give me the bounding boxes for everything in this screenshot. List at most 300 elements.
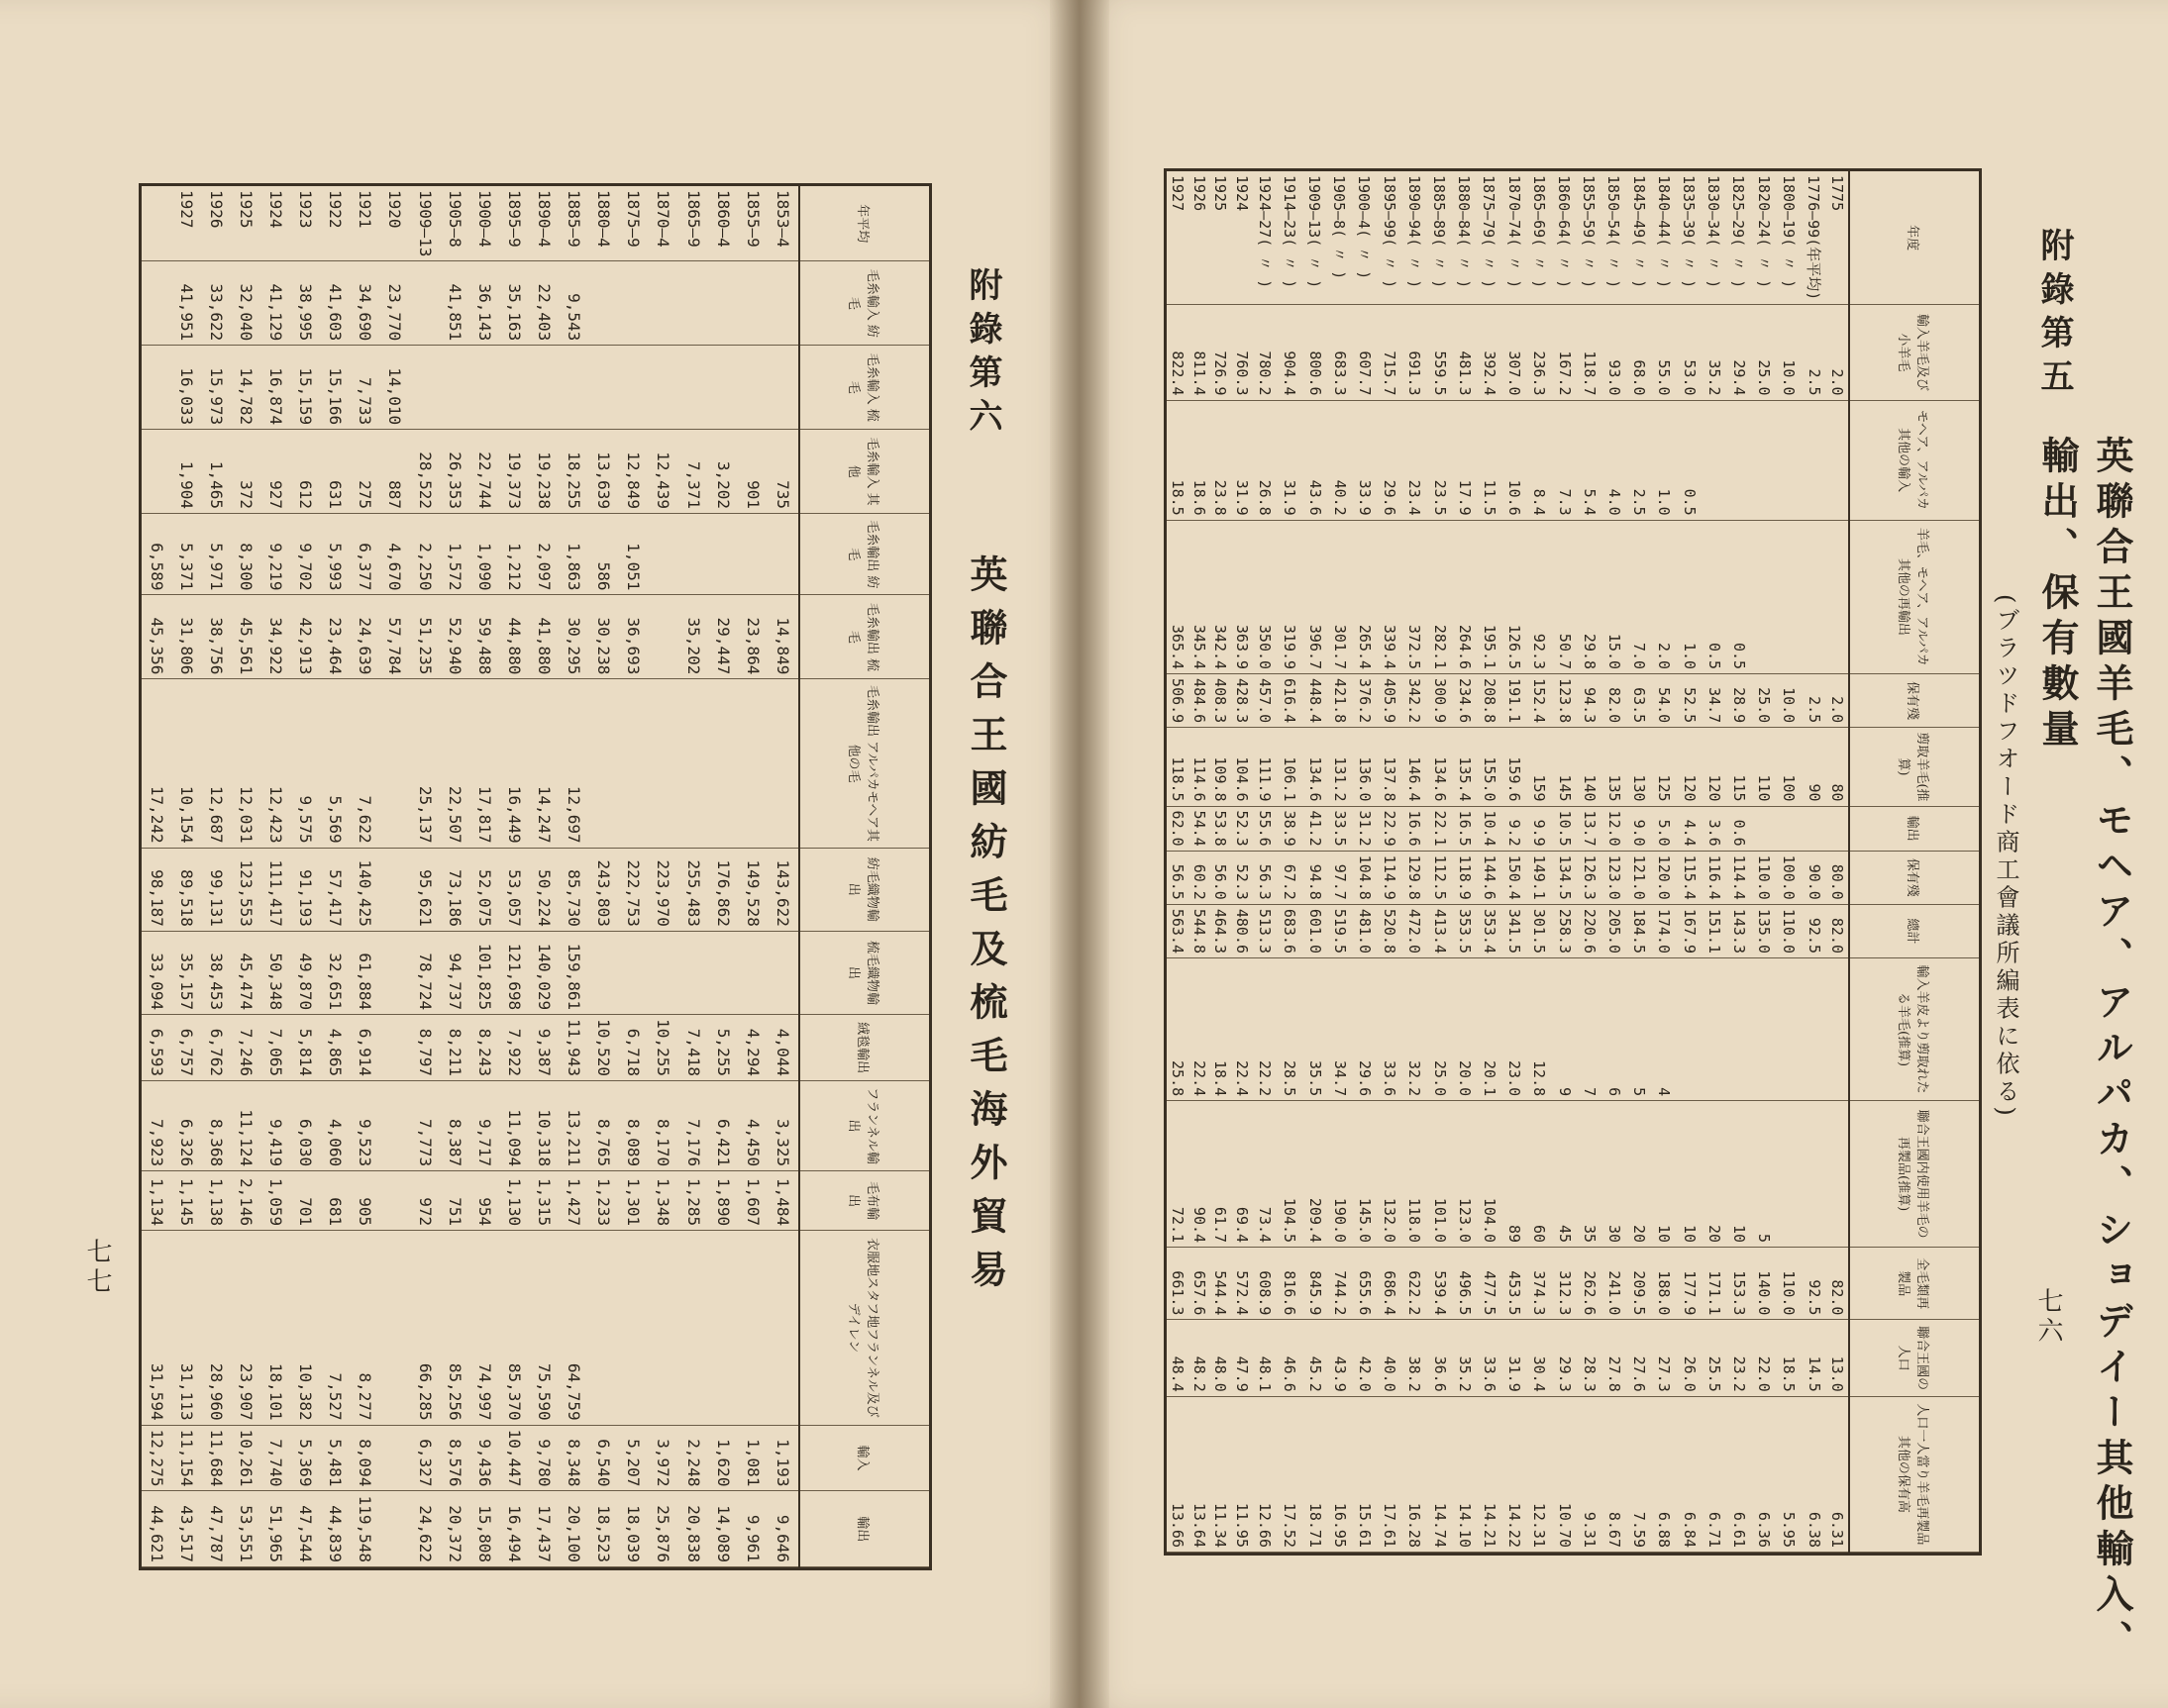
table-cell: 1860—4 — [708, 186, 738, 261]
table-cell: 408.3 — [1209, 674, 1231, 728]
table-cell: 811.4 — [1188, 305, 1210, 400]
column-header: 總計 — [1849, 904, 1979, 957]
table-cell: 7,065 — [260, 1015, 290, 1081]
table-cell: 1,904 — [171, 430, 201, 514]
table-cell: 1860—64( 〃 ) — [1552, 171, 1577, 305]
table-cell: 119,548 — [351, 1491, 380, 1567]
table-cell: 92.5 — [1802, 904, 1826, 957]
table-cell: 1865—69( 〃 ) — [1527, 171, 1552, 305]
table-row — [499, 186, 529, 1567]
table-cell: 49,870 — [291, 931, 321, 1014]
table-row — [560, 186, 589, 1567]
table-cell: 6.71 — [1702, 1396, 1726, 1552]
table-cell: 1927 — [171, 186, 201, 261]
table-cell: 0.5 — [1726, 520, 1751, 673]
table-cell — [619, 261, 649, 346]
table-cell: 29.8 — [1577, 520, 1601, 673]
table-cell: 16,033 — [171, 346, 201, 430]
table-cell: 1,051 — [619, 514, 649, 595]
table-cell: 2.0 — [1826, 674, 1849, 728]
table-cell: 342.4 — [1209, 520, 1231, 673]
table-cell: 35.2 — [1702, 305, 1726, 400]
table-cell: 3,202 — [708, 430, 738, 514]
table-cell: 33.6 — [1378, 957, 1402, 1100]
table-cell: 1820—24( 〃 ) — [1752, 171, 1777, 305]
table-row — [1378, 171, 1402, 1553]
table-cell: 95,621 — [410, 848, 440, 931]
table-cell: 1835—39( 〃 ) — [1677, 171, 1702, 305]
table-cell: 31.2 — [1352, 806, 1377, 851]
table-cell: 18.6 — [1188, 400, 1210, 520]
table-cell: 751 — [440, 1171, 469, 1231]
table-cell — [708, 1231, 738, 1426]
table-cell: 513.3 — [1253, 904, 1278, 957]
table-cell: 622.2 — [1402, 1248, 1427, 1320]
table-cell: 1775 — [1826, 171, 1849, 305]
table-cell: 14,782 — [231, 346, 260, 430]
table-cell: 1927 — [1167, 171, 1188, 305]
table-cell — [1802, 1101, 1826, 1248]
table-cell: 6,757 — [171, 1015, 201, 1081]
table-cell: 32.2 — [1402, 957, 1427, 1100]
table-row — [1302, 171, 1327, 1553]
table-cell: 301.5 — [1527, 904, 1552, 957]
table-cell: 44,880 — [499, 595, 529, 679]
column-header: 聯合王國内使用羊毛の再製品(推算) — [1849, 1101, 1979, 1248]
table-cell: 1875—9 — [619, 186, 649, 261]
table-row — [1577, 171, 1601, 1553]
table-cell: 10 — [1726, 1101, 1751, 1248]
table-cell: 45,474 — [231, 931, 260, 1014]
column-header: 剪取羊毛(推算) — [1849, 728, 1979, 806]
table-cell: 97.7 — [1327, 851, 1352, 904]
table-cell: 42,913 — [291, 595, 321, 679]
table-cell: 44,839 — [321, 1491, 351, 1567]
table-cell: 18,523 — [589, 1491, 619, 1567]
table-cell: 5,481 — [321, 1425, 351, 1491]
table-cell: 143.3 — [1726, 904, 1751, 957]
table-cell: 25,876 — [649, 1491, 678, 1567]
table-cell: 457.0 — [1253, 674, 1278, 728]
table-cell: 41,951 — [171, 261, 201, 346]
table-cell: 27.6 — [1627, 1320, 1652, 1396]
table-row — [201, 186, 231, 1567]
table-cell: 136.0 — [1352, 728, 1377, 806]
table-cell — [440, 346, 469, 430]
table-cell: 13,211 — [560, 1080, 589, 1170]
table-cell: 55.0 — [1652, 305, 1677, 400]
table-cell: 41,603 — [321, 261, 351, 346]
table-cell — [619, 679, 649, 848]
table-cell: 82.0 — [1601, 674, 1626, 728]
table-cell: 59,488 — [469, 595, 499, 679]
table-cell: 1900—4 — [469, 186, 499, 261]
table-cell: 52,075 — [469, 848, 499, 931]
trade-table — [139, 183, 932, 1570]
table-cell: 12,275 — [142, 1425, 171, 1491]
table-cell: 12,697 — [560, 679, 589, 848]
table-cell: 34,690 — [351, 261, 380, 346]
table-cell: 48.4 — [1167, 1320, 1188, 1396]
table-cell: 1895—9 — [499, 186, 529, 261]
table-cell — [469, 346, 499, 430]
table-cell: 477.5 — [1477, 1248, 1501, 1320]
column-header: 聯合王國の人口 — [1849, 1320, 1979, 1396]
table-row — [171, 186, 201, 1567]
table-cell: 18.5 — [1777, 1320, 1802, 1396]
table-cell: 32,040 — [231, 261, 260, 346]
table-cell: 52.3 — [1231, 806, 1253, 851]
column-header: 毛糸輸入 紡毛 — [799, 261, 929, 346]
table-cell — [529, 346, 559, 430]
table-cell: 9 — [1552, 957, 1577, 1100]
table-cell: 691.3 — [1402, 305, 1427, 400]
table-row — [619, 186, 649, 1567]
wool-table-rotated — [1167, 171, 1979, 1553]
table-cell: 45 — [1552, 1101, 1577, 1248]
table-cell: 104.6 — [1231, 728, 1253, 806]
table-cell: 5,971 — [201, 514, 231, 595]
table-cell — [380, 1491, 410, 1567]
table-cell: 100 — [1777, 728, 1802, 806]
table-cell: 12,031 — [231, 679, 260, 848]
table-cell: 2.5 — [1802, 305, 1826, 400]
table-cell: 32,651 — [321, 931, 351, 1014]
table-cell: 153.3 — [1726, 1248, 1751, 1320]
table-cell: 887 — [380, 430, 410, 514]
table-cell: 10,255 — [649, 1015, 678, 1081]
table-cell: 683.3 — [1327, 305, 1352, 400]
table-cell: 7,527 — [321, 1231, 351, 1426]
table-cell: 1825—29( 〃 ) — [1726, 171, 1751, 305]
table-cell — [1826, 806, 1849, 851]
trade-data-table — [142, 186, 929, 1567]
table-cell: 612 — [291, 430, 321, 514]
table-cell: 114.6 — [1188, 728, 1210, 806]
table-row — [291, 186, 321, 1567]
table-cell: 15,973 — [201, 346, 231, 430]
table-cell: 33.6 — [1477, 1320, 1501, 1396]
table-cell: 110.0 — [1777, 1248, 1802, 1320]
table-cell: 44,621 — [142, 1491, 171, 1567]
table-cell: 800.6 — [1302, 305, 1327, 400]
table-cell: 36.6 — [1427, 1320, 1452, 1396]
table-cell: 563.4 — [1167, 904, 1188, 957]
table-cell: 1875—79( 〃 ) — [1477, 171, 1501, 305]
table-cell: 15.61 — [1352, 1396, 1377, 1552]
table-cell: 2,146 — [231, 1171, 260, 1231]
table-cell: 92.3 — [1527, 520, 1552, 673]
table-cell: 24,639 — [351, 595, 380, 679]
table-cell: 48.2 — [1188, 1320, 1210, 1396]
table-cell: 55.6 — [1253, 806, 1278, 851]
table-cell — [380, 848, 410, 931]
table-cell: 47.9 — [1231, 1320, 1253, 1396]
table-cell: 52,940 — [440, 595, 469, 679]
table-cell: 64,759 — [560, 1231, 589, 1426]
table-cell: 110.0 — [1752, 851, 1777, 904]
table-row — [410, 186, 440, 1567]
table-cell: 208.8 — [1477, 674, 1501, 728]
column-header: モヘア、アルパカ其他の輸入 — [1849, 400, 1979, 520]
table-cell: 341.5 — [1502, 904, 1527, 957]
table-cell: 339.4 — [1378, 520, 1402, 673]
column-header: 毛布輸出 — [799, 1171, 929, 1231]
table-cell: 18,039 — [619, 1491, 649, 1567]
table-cell: 52.3 — [1231, 851, 1253, 904]
table-cell: 14.5 — [1802, 1320, 1826, 1396]
table-cell: 3.6 — [1702, 806, 1726, 851]
table-row — [1502, 171, 1527, 1553]
table-cell: 112.5 — [1427, 851, 1452, 904]
table-cell: 27.8 — [1601, 1320, 1626, 1396]
table-cell: 29.6 — [1378, 400, 1402, 520]
column-header: フランネル輸出 — [799, 1080, 929, 1170]
table-cell: 6.36 — [1752, 1396, 1777, 1552]
table-cell: 111,417 — [260, 848, 290, 931]
table-row — [1527, 171, 1552, 1553]
table-cell: 14.74 — [1427, 1396, 1452, 1552]
column-header: 人口一人當り羊毛再製品其他の保有高 — [1849, 1396, 1979, 1552]
table-cell — [142, 261, 171, 346]
table-cell: 1926 — [1188, 171, 1210, 305]
table-cell: 38,756 — [201, 595, 231, 679]
table-cell: 20,838 — [678, 1491, 708, 1567]
table-cell: 151.1 — [1702, 904, 1726, 957]
table-cell: 8,211 — [440, 1015, 469, 1081]
table-cell: 2.0 — [1652, 520, 1677, 673]
table-cell: 519.5 — [1327, 904, 1352, 957]
table-cell: 0.5 — [1702, 520, 1726, 673]
table-cell — [1777, 806, 1802, 851]
table-cell: 9,717 — [469, 1080, 499, 1170]
table-cell: 13,639 — [589, 430, 619, 514]
table-cell: 5,993 — [321, 514, 351, 595]
table-cell: 15,808 — [469, 1491, 499, 1567]
table-cell: 159.6 — [1502, 728, 1527, 806]
table-cell: 118.7 — [1577, 305, 1601, 400]
table-cell: 110 — [1752, 728, 1777, 806]
table-cell: 12,439 — [649, 430, 678, 514]
table-cell: 262.6 — [1577, 1248, 1601, 1320]
table-cell: 10,447 — [499, 1425, 529, 1491]
table-cell: 99,131 — [201, 848, 231, 931]
table-cell: 120 — [1702, 728, 1726, 806]
table-cell: 41.2 — [1302, 806, 1327, 851]
table-cell: 50.7 — [1552, 520, 1577, 673]
table-cell: 2.5 — [1627, 400, 1652, 520]
appendix-label-left: 附錄第六 — [963, 267, 1002, 442]
table-cell: 54.0 — [1652, 674, 1677, 728]
table-row — [142, 186, 171, 1567]
table-cell: 1924 — [1231, 171, 1253, 305]
table-cell: 35.2 — [1452, 1320, 1477, 1396]
table-cell: 544.8 — [1188, 904, 1210, 957]
table-cell: 8,348 — [560, 1425, 589, 1491]
table-cell: 134.5 — [1552, 851, 1577, 904]
table-cell: 9,219 — [260, 514, 290, 595]
table-cell — [380, 1171, 410, 1231]
table-cell: 10,261 — [231, 1425, 260, 1491]
table-cell: 1855—9 — [738, 186, 768, 261]
table-cell — [738, 1231, 768, 1426]
table-cell: 51,235 — [410, 595, 440, 679]
table-cell: 8,765 — [589, 1080, 619, 1170]
table-cell: 27.3 — [1652, 1320, 1677, 1396]
table-row — [678, 186, 708, 1567]
table-cell: 4.0 — [1601, 400, 1626, 520]
table-cell: 601.0 — [1302, 904, 1327, 957]
table-cell: 363.9 — [1231, 520, 1253, 673]
table-cell: 89,518 — [171, 848, 201, 931]
table-cell: 453.5 — [1502, 1248, 1527, 1320]
table-cell: 7,246 — [231, 1015, 260, 1081]
table-cell: 34,922 — [260, 595, 290, 679]
table-cell: 43,517 — [171, 1491, 201, 1567]
table-cell: 118.5 — [1167, 728, 1188, 806]
table-cell: 372 — [231, 430, 260, 514]
table-cell: 17.52 — [1278, 1396, 1302, 1552]
table-cell: 19,373 — [499, 430, 529, 514]
table-cell: 150.4 — [1502, 851, 1527, 904]
table-cell: 1890—94( 〃 ) — [1402, 171, 1427, 305]
table-cell: 82.0 — [1826, 1248, 1849, 1320]
table-row — [1231, 171, 1253, 1553]
table-cell: 38,453 — [201, 931, 231, 1014]
table-row — [321, 186, 351, 1567]
table-cell: 159,861 — [560, 931, 589, 1014]
table-cell: 5 — [1627, 957, 1652, 1100]
table-cell: 6.61 — [1726, 1396, 1751, 1552]
table-row — [529, 186, 559, 1567]
table-subtitle-right: (ブラツドフオード商工會議所編表に依る) — [1992, 594, 2019, 1120]
table-cell — [1777, 957, 1802, 1100]
table-cell: 28,960 — [201, 1231, 231, 1426]
table-row — [649, 186, 678, 1567]
table-cell: 48.1 — [1253, 1320, 1278, 1396]
table-cell: 372.5 — [1402, 520, 1427, 673]
table-row — [708, 186, 738, 1567]
table-cell: 7.0 — [1627, 520, 1652, 673]
table-cell: 1,607 — [738, 1171, 768, 1231]
table-cell: 6,718 — [619, 1015, 649, 1081]
table-row — [351, 186, 380, 1567]
table-cell: 191.1 — [1502, 674, 1527, 728]
wool-table — [1164, 168, 1982, 1556]
table-cell: 4,060 — [321, 1080, 351, 1170]
table-cell: 683.6 — [1278, 904, 1302, 957]
table-cell: 23.2 — [1726, 1320, 1751, 1396]
table-cell: 28.5 — [1278, 957, 1302, 1100]
table-cell: 190.0 — [1327, 1101, 1352, 1248]
table-cell: 167.9 — [1677, 904, 1702, 957]
table-cell: 1870—74( 〃 ) — [1502, 171, 1527, 305]
table-cell: 22,403 — [529, 261, 559, 346]
table-cell: 33.5 — [1327, 806, 1352, 851]
table-row — [1167, 171, 1188, 1553]
table-cell: 760.3 — [1231, 305, 1253, 400]
table-cell: 1909—13( 〃 ) — [1302, 171, 1327, 305]
table-cell: 1,145 — [171, 1171, 201, 1231]
table-cell: 342.2 — [1402, 674, 1427, 728]
table-cell: 11,094 — [499, 1080, 529, 1170]
table-cell: 33.9 — [1352, 400, 1377, 520]
table-cell: 13.66 — [1167, 1396, 1188, 1552]
table-cell: 1850—54( 〃 ) — [1601, 171, 1626, 305]
table-cell: 258.3 — [1552, 904, 1577, 957]
table-cell: 130 — [1627, 728, 1652, 806]
table-cell: 5,814 — [291, 1015, 321, 1081]
table-cell: 607.7 — [1352, 305, 1377, 400]
column-header: 毛糸輸出 梳毛 — [799, 595, 929, 679]
table-cell: 2.5 — [1802, 674, 1826, 728]
table-cell: 428.3 — [1231, 674, 1253, 728]
table-cell: 14.22 — [1502, 1396, 1527, 1552]
column-header: 毛糸輸出 アルパカモヘア其他の毛 — [799, 679, 929, 848]
table-cell: 1880—84( 〃 ) — [1452, 171, 1477, 305]
table-cell: 89 — [1502, 1101, 1527, 1248]
table-cell — [738, 346, 768, 430]
table-cell — [738, 261, 768, 346]
table-cell — [1826, 400, 1849, 520]
table-cell: 6 — [1601, 957, 1626, 1100]
table-cell: 7.59 — [1627, 1396, 1652, 1552]
table-cell — [678, 1231, 708, 1426]
table-cell — [1726, 957, 1751, 1100]
table-cell: 63.5 — [1627, 674, 1652, 728]
table-cell: 392.4 — [1477, 305, 1501, 400]
left-page — [0, 0, 1080, 1708]
right-page — [1080, 0, 2168, 1708]
table-cell: 4,044 — [768, 1015, 799, 1081]
table-cell: 780.2 — [1253, 305, 1278, 400]
column-header: 梳毛織物輸出 — [799, 931, 929, 1014]
table-cell: 9,702 — [291, 514, 321, 595]
table-cell: 132.0 — [1378, 1101, 1402, 1248]
table-cell: 120.0 — [1652, 851, 1677, 904]
table-cell: 12.0 — [1601, 806, 1626, 851]
table-cell: 448.4 — [1302, 674, 1327, 728]
table-cell — [1802, 957, 1826, 1100]
table-cell: 726.9 — [1209, 305, 1231, 400]
table-cell: 5,371 — [171, 514, 201, 595]
table-cell: 1865—9 — [678, 186, 708, 261]
table-cell: 28.3 — [1577, 1320, 1601, 1396]
table-cell: 167.2 — [1552, 305, 1577, 400]
table-cell — [1802, 400, 1826, 520]
table-cell — [738, 931, 768, 1014]
table-cell: 8.67 — [1601, 1396, 1626, 1552]
table-cell: 145 — [1552, 728, 1577, 806]
table-cell: 905 — [351, 1171, 380, 1231]
table-cell: 17.9 — [1452, 400, 1477, 520]
table-cell: 109.8 — [1209, 728, 1231, 806]
table-cell: 14.21 — [1477, 1396, 1501, 1552]
table-cell: 10,382 — [291, 1231, 321, 1426]
table-cell — [708, 514, 738, 595]
table-cell — [142, 346, 171, 430]
table-cell: 5.95 — [1777, 1396, 1802, 1552]
table-cell: 118.0 — [1402, 1101, 1427, 1248]
table-cell: 11.34 — [1209, 1396, 1231, 1552]
table-cell: 12,423 — [260, 679, 290, 848]
table-cell: 5,369 — [291, 1425, 321, 1491]
table-cell: 9,780 — [529, 1425, 559, 1491]
table-cell: 41,129 — [260, 261, 290, 346]
table-cell: 123,553 — [231, 848, 260, 931]
table-cell: 265.4 — [1352, 520, 1377, 673]
table-cell: 376.2 — [1352, 674, 1377, 728]
